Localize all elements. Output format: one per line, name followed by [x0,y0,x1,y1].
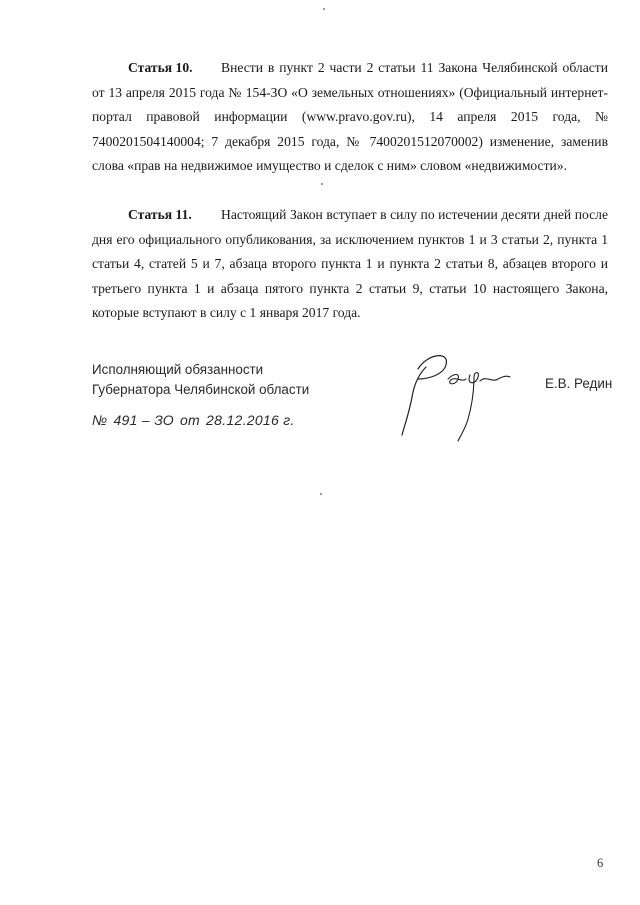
article-10-paragraph [92,56,608,179]
article-11-text: Настоящий Закон вступает в силу по истечении десяти дней после дня его официального опубликования, за исключением пунктов 1 и 3 статьи 2, пункта 1 статьи 4, статей 5 и 7, абзаца второго пункта 1 и пункта 2 статьи 8, абзацев второго и третьего пункта 1 и абзаца пятого пункта 2 статьи 9, статьи 10 настоящего Закона, которые вступают в силу с 1 января 2017 года. [92,207,608,321]
article-11-paragraph [92,203,608,326]
scan-speck [320,493,322,495]
scan-speck [321,183,323,185]
law-number: 491 – ЗО [113,412,174,428]
law-date-label: от [179,412,201,428]
scan-speck [323,8,325,10]
article-11 [92,203,608,326]
article-10-heading: Статья 10. [128,60,193,75]
law-number-line [92,412,301,428]
page-number: 6 [597,856,604,870]
signatory-position [92,360,309,400]
handwritten-signature [388,345,518,445]
signatory-position-line-2: Губернатора Челябинской области [92,382,310,397]
article-10-text: Внести в пункт 2 части 2 статьи 11 Закона Челябинской области от 13 апреля 2015 года № 154-ЗО «О земельных отношениях» (Официальный интернет-портал правовой информации (www.pravo.gov.ru), 14 апреля 2015 года, № 7400201504140004; 7 декабря 2015 года, № 7400201512070002) изменение, заменив слова «прав на недвижимое имущество и сделок с ним» словом «недвижимости». [92,60,608,174]
article-10 [92,56,608,179]
signatory-position-line-1: Исполняющий обязанности [92,362,264,377]
law-date: 28.12.2016 г. [206,412,295,428]
signatory-name: Е.В. Редин [545,376,613,391]
law-number-label: № [92,412,108,428]
article-11-heading: Статья 11. [128,207,192,222]
